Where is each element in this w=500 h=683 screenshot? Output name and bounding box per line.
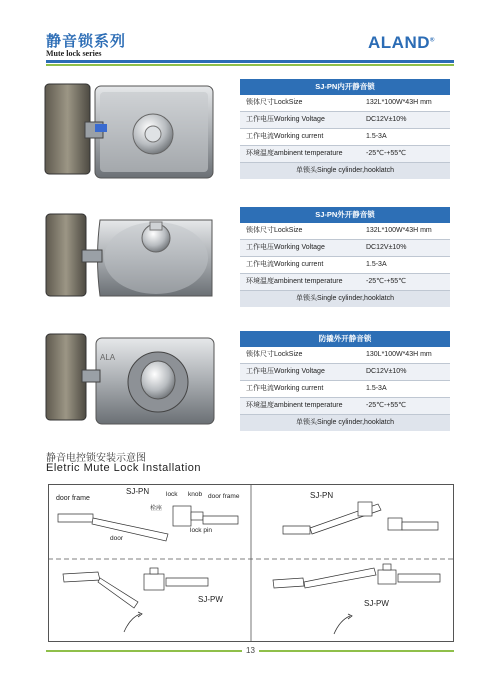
spec-label: 环境温度ambinent temperature	[246, 402, 343, 409]
product-image-sj-pn-outward	[40, 208, 220, 308]
installation-diagram	[48, 484, 454, 642]
spec-row	[240, 381, 450, 398]
spec-value: 132L*100W*43H mm	[366, 99, 432, 106]
spec-row	[240, 223, 450, 240]
spec-value: 1.5-3A	[366, 261, 387, 268]
spec-table-3	[240, 331, 450, 431]
label-sj-pn: SJ-PN	[310, 491, 334, 500]
diagram-sj-pn-right	[283, 491, 438, 534]
spec-row	[240, 112, 450, 129]
label-sj-pw: SJ-PW	[198, 595, 223, 604]
brand-logo: ALAND®	[368, 33, 435, 52]
spec-value: -25℃-+55℃	[366, 278, 407, 285]
label-door-frame-right: door frame	[208, 493, 240, 500]
spec-label: 锁体尺寸LockSize	[246, 351, 303, 358]
lock-engraving: ALA	[100, 353, 116, 362]
spec-table-1	[240, 79, 450, 179]
label-sj-pw: SJ-PW	[364, 599, 389, 608]
spec-value: 130L*100W*43H mm	[366, 351, 432, 358]
spec-row	[240, 146, 450, 163]
diagram-sj-pw-right	[273, 564, 440, 634]
diagram-sj-pn-left	[56, 487, 240, 542]
spec-value: DC12V±10%	[366, 244, 407, 251]
spec-row	[240, 274, 450, 291]
installation-title-en: Eletric Mute Lock Installation	[46, 462, 202, 474]
diagram-sj-pw-left	[63, 568, 223, 632]
label-door-frame: door frame	[56, 495, 90, 502]
spec-row	[240, 257, 450, 274]
spec-label: 环境温度ambinent temperature	[246, 278, 343, 285]
product-image-anti-pry	[40, 330, 220, 430]
spec-label: 工作电流Working current	[246, 261, 324, 268]
label-lock-pin: lock pin	[190, 527, 213, 534]
spec-table-2	[240, 207, 450, 307]
installation-title-cn: 静音电控锁安装示意图	[46, 453, 146, 464]
spec-table-title: 防撬外开静音锁	[240, 331, 450, 347]
label-sj-pn: SJ-PN	[126, 487, 150, 496]
spec-value: 1.5-3A	[366, 133, 387, 140]
spec-footer: 单锁头Single cylinder,hooklatch	[240, 163, 450, 179]
series-title-cn: 静音锁系列	[46, 33, 127, 50]
page-number: 13	[242, 646, 259, 655]
spec-value: DC12V±10%	[366, 116, 407, 123]
label-door: door	[110, 535, 124, 542]
spec-label: 工作电流Working current	[246, 133, 324, 140]
spec-label: 工作电压Working Voltage	[246, 116, 325, 123]
spec-value: 1.5-3A	[366, 385, 387, 392]
spec-footer: 单锁头Single cylinder,hooklatch	[240, 291, 450, 307]
spec-table-title: SJ-PN外开静音锁	[240, 207, 450, 223]
spec-value: DC12V±10%	[366, 368, 407, 375]
spec-label: 工作电压Working Voltage	[246, 244, 325, 251]
header-divider-green	[46, 64, 454, 66]
spec-row	[240, 95, 450, 112]
label-strike: 栓座	[150, 505, 163, 512]
series-title-en: Mute lock series	[46, 49, 102, 58]
spec-value: -25℃-+55℃	[366, 150, 407, 157]
spec-value: -25℃-+55℃	[366, 402, 407, 409]
header-divider-blue	[46, 60, 454, 63]
spec-row	[240, 129, 450, 146]
spec-value: 132L*100W*43H mm	[366, 227, 432, 234]
spec-row	[240, 364, 450, 381]
product-image-sj-pn-inward	[40, 78, 220, 188]
spec-label: 环境温度ambinent temperature	[246, 150, 343, 157]
spec-label: 工作电流Working current	[246, 385, 324, 392]
spec-label: 锁体尺寸LockSize	[246, 227, 303, 234]
spec-row	[240, 347, 450, 364]
label-knob: knob	[188, 491, 203, 498]
spec-row	[240, 398, 450, 415]
spec-label: 锁体尺寸LockSize	[246, 99, 303, 106]
spec-footer: 单锁头Single cylinder,hooklatch	[240, 415, 450, 431]
label-lock: lock	[166, 491, 178, 498]
spec-table-title: SJ-PN内开静音锁	[240, 79, 450, 95]
spec-row	[240, 240, 450, 257]
spec-label: 工作电压Working Voltage	[246, 368, 325, 375]
